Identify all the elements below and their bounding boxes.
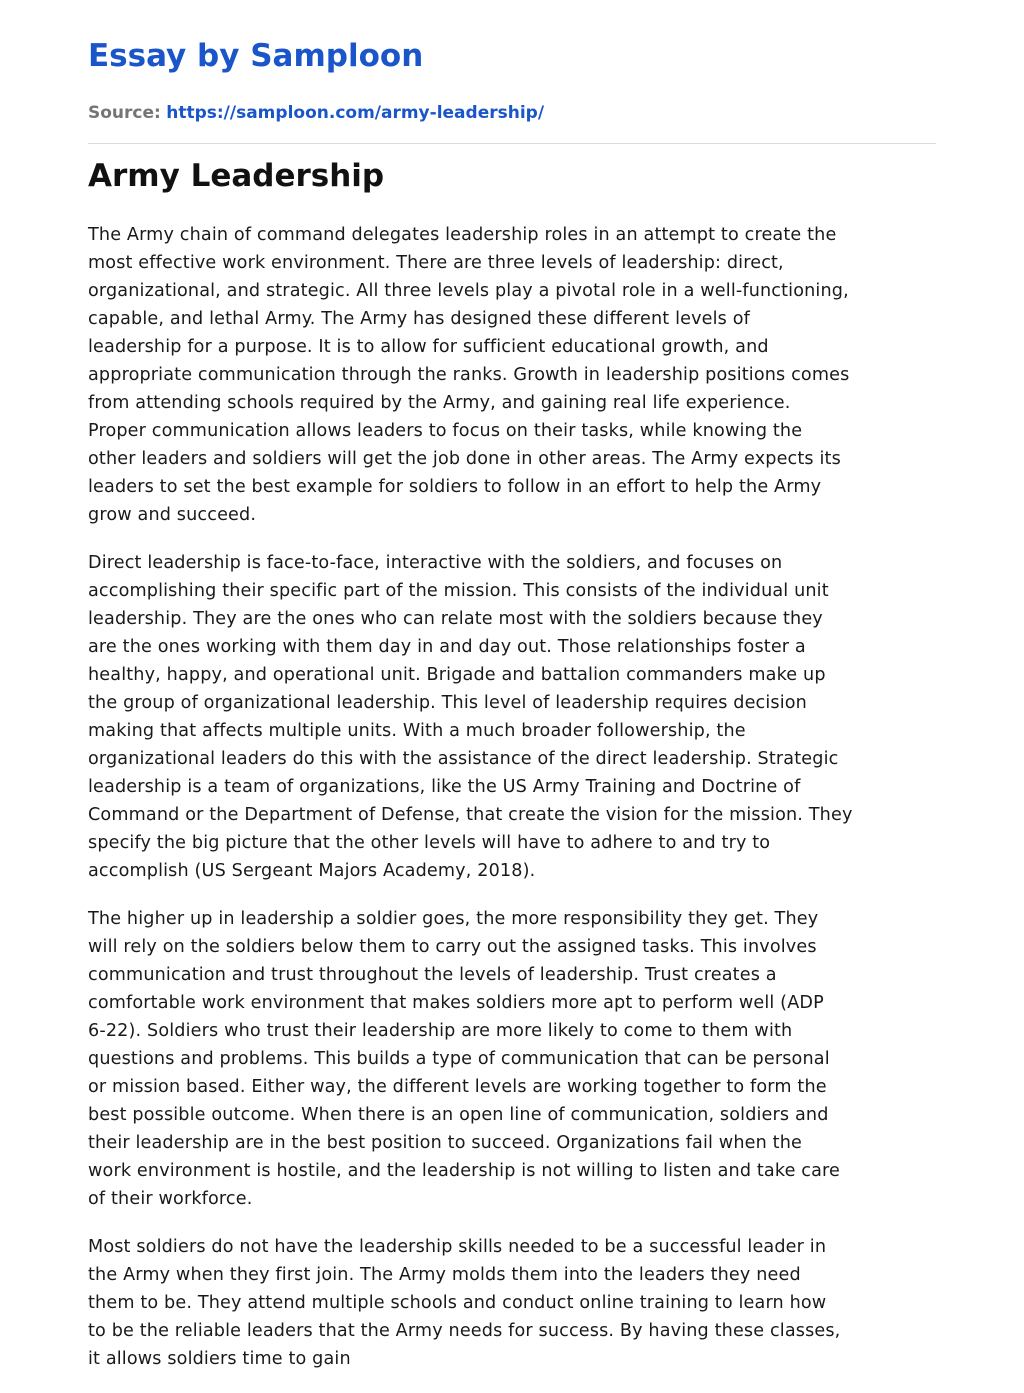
text-line: leadership for a purpose. It is to allow for sufficient educational growth, and bbox=[88, 337, 769, 357]
text-line: making that affects multiple units. With a much broader followership, the bbox=[88, 721, 746, 741]
text-line: questions and problems. This builds a type of communication that can be personal bbox=[88, 1049, 830, 1069]
text-line: grow and succeed. bbox=[88, 505, 257, 525]
essay-body bbox=[88, 221, 936, 1393]
text-line: will rely on the soldiers below them to carry out the assigned tasks. This involves bbox=[88, 937, 817, 957]
text-line: accomplish (US Sergeant Majors Academy, 2018). bbox=[88, 861, 536, 881]
text-line: other leaders and soldiers will get the job done in other areas. The Army expects its bbox=[88, 449, 841, 469]
text-line: capable, and lethal Army. The Army has designed these different levels of bbox=[88, 309, 750, 329]
text-line: The Army chain of command delegates leadership roles in an attempt to create the bbox=[88, 225, 837, 245]
text-line: of their workforce. bbox=[88, 1189, 253, 1209]
text-line: The higher up in leadership a soldier goes, the more responsibility they get. They bbox=[88, 909, 819, 929]
text-line: leaders to set the best example for soldiers to follow in an effort to help the Army bbox=[88, 477, 822, 497]
text-line: Command or the Department of Defense, that create the vision for the mission. They bbox=[88, 805, 853, 825]
source-line bbox=[88, 102, 544, 124]
brand-title: Essay by Samploon bbox=[88, 38, 424, 74]
text-line: accomplishing their specific part of the mission. This consists of the individual unit bbox=[88, 581, 829, 601]
text-line: the Army when they first join. The Army molds them into the leaders they need bbox=[88, 1265, 801, 1285]
text-line: to be the reliable leaders that the Army needs for success. By having these classes, bbox=[88, 1321, 841, 1341]
text-line: comfortable work environment that makes soldiers more apt to perform well (ADP bbox=[88, 993, 824, 1013]
text-line: best possible outcome. When there is an open line of communication, soldiers and bbox=[88, 1105, 829, 1125]
source-label: Source: bbox=[88, 103, 161, 123]
text-line: Most soldiers do not have the leadership skills needed to be a successful leader in bbox=[88, 1237, 827, 1257]
text-line: organizational, and strategic. All three levels play a pivotal role in a well-functioning, bbox=[88, 281, 849, 301]
text-line: the group of organizational leadership. This level of leadership requires decision bbox=[88, 693, 807, 713]
text-line: Proper communication allows leaders to focus on their tasks, while knowing the bbox=[88, 421, 803, 441]
essay-paragraph bbox=[88, 549, 936, 885]
text-line: leadership. They are the ones who can relate most with the soldiers because they bbox=[88, 609, 823, 629]
text-line: 6-22). Soldiers who trust their leadership are more likely to come to them with bbox=[88, 1021, 793, 1041]
text-line: their leadership are in the best position to succeed. Organizations fail when the bbox=[88, 1133, 802, 1153]
text-line: most effective work environment. There are three levels of leadership: direct, bbox=[88, 253, 784, 273]
essay-title: Army Leadership bbox=[88, 158, 385, 194]
text-line: organizational leaders do this with the assistance of the direct leadership. Strategic bbox=[88, 749, 839, 769]
text-line: from attending schools required by the Army, and gaining real life experience. bbox=[88, 393, 791, 413]
text-line: communication and trust throughout the levels of leadership. Trust creates a bbox=[88, 965, 777, 985]
text-line: it allows soldiers time to gain bbox=[88, 1349, 351, 1369]
text-line: healthy, happy, and operational unit. Brigade and battalion commanders make up bbox=[88, 665, 826, 685]
text-line: are the ones working with them day in and day out. Those relationships foster a bbox=[88, 637, 806, 657]
text-line: or mission based. Either way, the different levels are working together to form the bbox=[88, 1077, 827, 1097]
essay-paragraph bbox=[88, 221, 936, 529]
essay-paragraph bbox=[88, 1233, 936, 1373]
header-divider bbox=[88, 143, 936, 144]
essay-paragraph bbox=[88, 905, 936, 1213]
text-line: Direct leadership is face-to-face, interactive with the soldiers, and focuses on bbox=[88, 553, 783, 573]
text-line: them to be. They attend multiple schools and conduct online training to learn how bbox=[88, 1293, 827, 1313]
text-line: work environment is hostile, and the leadership is not willing to listen and take care bbox=[88, 1161, 841, 1181]
source-link[interactable]: https://samploon.com/army-leadership/ bbox=[166, 103, 545, 123]
text-line: appropriate communication through the ranks. Growth in leadership positions comes bbox=[88, 365, 850, 385]
text-line: specify the big picture that the other levels will have to adhere to and try to bbox=[88, 833, 771, 853]
text-line: leadership is a team of organizations, like the US Army Training and Doctrine of bbox=[88, 777, 801, 797]
